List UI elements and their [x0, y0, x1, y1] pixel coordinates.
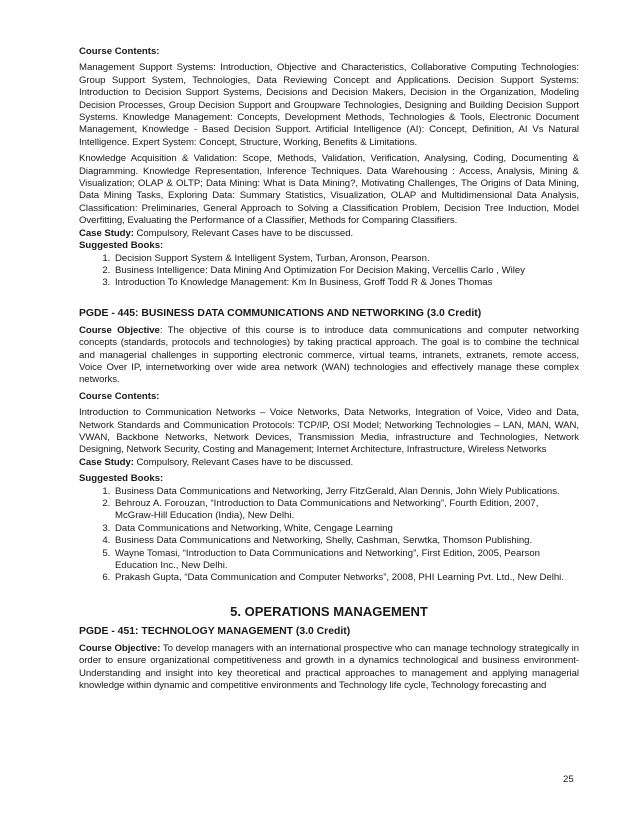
course-contents-paragraph: Introduction to Communication Networks – Voice Networks, Data Networks, Integration of Voice, Video and Data, Network Standards and Communication Protocols: TCP/IP, OSI Model; Networking Technologies – LAN, MAN, WAN, VWAN, Backbone Networks, Network Devices, Transmission Media, infrastructure and Technologies, Network Designing, Network Security, Costing and Management; Internet Architecture, Infrastructure, Wireless Networks — [79, 407, 579, 456]
book-item: 2. Behrouz A. Forouzan, “Introduction to Data Communications and Networking”, Fourth Edition, 2007, McGraw-Hill Education (India), New Delhi. — [113, 498, 579, 523]
course-objective — [79, 643, 579, 693]
case-study-label: Case Study: — [79, 227, 134, 239]
course-contents-paragraph: Knowledge Acquisition & Validation: Scope, Methods, Validation, Verification, Analysing, Coding, Documenting & Diagramming. Knowledge Representation, Inference Techniques. Data Warehousing : Access, Analysis, Mining & Visualization; OLAP & OLTP; Data Mining: What is Data Mining?, Motivating Challenges, The Origins of Data Mining, Data Mining Tasks, Exploring Data: Summary Statistics, Visualization, OLAP and Multidimensional Data Analysis, Classification: Preliminaries, General Approach to Solving a Classification Problem, Decision Tree Induction, Model Overfitting, Evaluating the Performance of a Classifier, Methods for Comparing Classifiers. — [79, 153, 579, 227]
course-title: PGDE - 451: TECHNOLOGY MANAGEMENT (3.0 Credit) — [79, 625, 351, 637]
book-item: 3. Data Communications and Networking, White, Cengage Learning — [113, 523, 579, 535]
course-objective — [79, 325, 579, 387]
suggested-books-heading: Suggested Books: — [79, 240, 164, 252]
book-item: 5. Wayne Tomasi, “Introduction to Data Communications and Networking”, First Edition, 2005, Pearson Education Inc., New Delhi. — [113, 548, 579, 573]
case-study — [79, 228, 579, 240]
book-item: 2. Business Intelligence: Data Mining And Optimization For Decision Making, Vercellis Carlo , Wiley — [113, 265, 579, 277]
book-item: 6. Prakash Gupta, “Data Communication and Computer Networks”, 2008, PHI Learning Pvt. Ltd., New Delhi. — [113, 572, 579, 584]
course-objective-label: Course Objective — [79, 324, 160, 336]
book-item: 1. Decision Support System & Intelligent System, Turban, Aronson, Pearson. — [113, 253, 579, 265]
course-objective-text: To develop managers with an international prospective who can manage technology strategically in order to ensure organizational competitiveness and growth in a dynamics technological and business environment- Understanding and insight into key theoretical and practical approaches to management and applying managerial knowledge within dynamic and competitive environments and Technology life cycle, Technology forecasting and — [79, 642, 579, 692]
course-objective-text: : The objective of this course is to introduce data communications and computer networking concepts (standards, protocols and technologies) by taking practical approach. The goal is to combine the technical and managerial challenges in supporting electronic commerce, virtual teams, intranets, extranets, remote access, Voice Over IP, internetworking over wide area network (WAN) technologies and effectively manage these complex networks. — [79, 324, 579, 386]
case-study-label: Case Study: — [79, 456, 134, 468]
page-number: 25 — [563, 774, 574, 785]
case-study — [79, 457, 579, 469]
book-item: 1. Business Data Communications and Networking, Jerry FitzGerald, Alan Dennis, John Wiely Publications. — [113, 486, 579, 498]
suggested-books-heading: Suggested Books: — [79, 473, 164, 485]
course-contents-heading: Course Contents: — [79, 46, 160, 57]
document-page — [79, 46, 579, 692]
course-objective-label: Course Objective: — [79, 642, 161, 654]
course-title: PGDE - 445: BUSINESS DATA COMMUNICATIONS AND NETWORKING (3.0 Credit) — [79, 307, 482, 319]
course-contents-heading: Course Contents: — [79, 390, 160, 402]
book-item: 3. Introduction To Knowledge Management: Km In Business, Groff Todd R & Jones Thomas — [113, 277, 579, 289]
course-contents-paragraph: Management Support Systems: Introduction, Objective and Characteristics, Collaborative Computing Technologies: Group Support System, Technologies, Data Reviewing Concept and Applications. Decision Support Systems: Introduction to Decision Support Systems, Decisions and Decision Makers, Decision in the Organization, Modeling Decision Processes, Group Decision Support and Groupware Technologies, Designing and Building Decision Support Systems. Knowledge Management: Concepts, Development Methods, Technologies & Tools, Electronic Document Management, Knowledge - Based Decision Support. Artificial Intelligence (AI): Concept, Definition, AI Vs Natural Intelligence. Expert System: Concept, Structure, Working, Benefits & Limitations. — [79, 62, 579, 148]
case-study-text: Compulsory, Relevant Cases have to be discussed. — [133, 227, 354, 239]
suggested-books-list — [79, 253, 579, 290]
suggested-books-list — [79, 486, 579, 585]
book-item: 4. Business Data Communications and Networking, Shelly, Cashman, Serwtka, Thomson Publishing. — [113, 535, 579, 547]
unit-title: 5. OPERATIONS MANAGEMENT — [230, 603, 428, 619]
case-study-text: Compulsory, Relevant Cases have to be discussed. — [133, 456, 354, 468]
